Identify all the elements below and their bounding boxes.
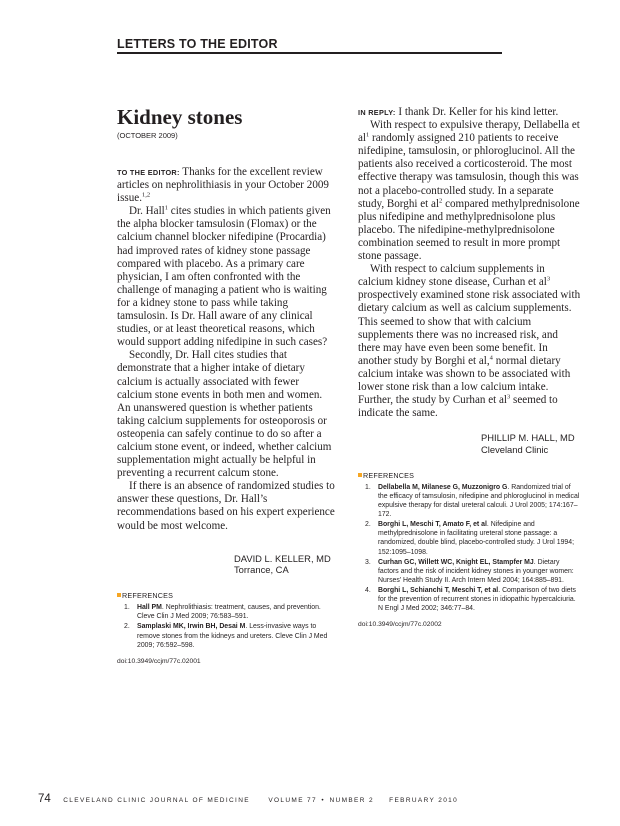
journal-date: FEBRUARY 2010 [389,797,459,804]
letter-references-heading [117,591,336,600]
letter-references-list [117,603,336,649]
letter-lead-label: TO THE EDITOR: [117,168,180,177]
reply-body [358,106,581,420]
reference-text: . Randomized trial of the efficacy of tamsulosin, nifedipine and phloroglucinol in medical expulsive therapy for distal ureteral calculi. J Urol 2005; 174:167–172. [378,483,580,519]
reference-text: . Comparison of two diets for the prevention of recurrent stones in idiopathic hypercalciuria. N Engl J Med 2002; 346:77–84. [378,586,576,613]
letter-paragraph-3: Secondly, Dr. Hall cites studies that demonstrate that a higher intake of dietary calcium is actually associated with fewer calcium stone events in both men and women. An unanswered question is whether patients taking calcium supplements for osteoporosis or osteopenia can safely continue to do so after a calcium stone event, or indeed, whether calcium supplementation might actually be helpful in preventing a recurrent calcum stone. [117,349,332,480]
letter-body [117,166,336,533]
reference-authors: Samplaski MK, Irwin BH, Desai M [137,623,246,631]
reply-p3-c: normal dietary calcium intake was shown to be associated with lower stone risk than a low calcium intake. Further, the study by Curhan et al [358,354,571,407]
reference-number: 2. [365,521,371,529]
footer-spacer [254,797,263,804]
reply-signature-place: Cleveland Clinic [481,444,549,456]
reply-signature [481,432,581,456]
reply-p2-sup1: 1 [366,131,370,139]
page-footer [38,789,458,807]
reply-p3-sup1: 3 [546,275,551,283]
letter-signature-place: Torrance, CA [234,564,289,576]
reference-authors: Borghi L, Schianchi T, Meschi T, et al [378,586,499,594]
reply-p2-a: With respect to expulsive therapy, Dellabella et al [358,119,580,145]
reference-authors: Borghi L, Meschi T, Amato F, et al [378,521,487,529]
letter-paragraph-4: If there is an absence of randomized studies to answer these questions, Dr. Hall’s recommendations based on his expert experience would be most welcome. [117,480,335,532]
footer-spacer [378,797,384,804]
section-title: LETTERS TO THE EDITOR [117,37,278,51]
letter-signature [234,553,336,577]
reference-authors: Hall PM [137,604,162,612]
reply-paragraph-2 [358,119,581,263]
section-header [117,35,502,53]
reply-p3-a: With respect to calcium supplements in calcium kidney stone disease, Curhan et al [358,263,547,289]
reply-column [358,106,581,628]
reference-item [117,603,336,621]
letter-p2-sup: 1 [164,204,168,212]
reply-signature-name: PHILLIP M. HALL, MD [481,432,575,444]
section-rule [117,52,502,54]
reply-p3-d: seemed to indicate the same. [358,394,558,420]
reference-authors: Curhan GC, Willett WC, Knight EL, Stampfer MJ [378,558,534,566]
reply-p2-sup2: 2 [439,196,443,204]
reference-authors: Dellabella M, Milanese G, Muzzonigro G [378,483,508,491]
reference-number: 1. [365,483,371,491]
reply-p3-b: prospectively examined stone risk associated with dietary calcium as well as calcium supplements. This seemed to show that with calcium supplements there was no increased risk, and there may have even been some benefit. In another study by Borghi et al, [358,289,581,367]
reply-p3-sup3: 3 [507,393,511,401]
letter-doi: doi:10.3949/ccjm/77c.02001 [117,657,201,665]
reply-lead-label: IN REPLY: [358,108,396,117]
reference-item [117,622,336,649]
reference-item [358,520,581,556]
references-square-icon [117,593,121,597]
letter-p2-b: cites studies in which patients given the alpha blocker tamsulosin (Flomax) or the calcium channel blocker nifedipine (Procardia) had improved rates of kidney stone passage compared with placebo. As a primary care physician, I am often confronted with the challenge of managing a patient who is waiting for a kidney stone to pass while taking tamsulosin. Is Dr. Hall aware of any clinical studies, or at least theoretical reasons, which would support adding nifedipine in such cases? [117,205,331,349]
reference-item [358,483,581,519]
letter-signature-name: DAVID L. KELLER, MD [234,552,331,564]
letter-paragraph-2 [117,205,336,349]
reference-number: 4. [365,586,371,594]
reference-text: . Dietary factors and the risk of incident kidney stones in younger women: Nurses’ Health Study II. Arch Intern Med 2004; 164:885–891. [378,558,574,584]
reference-number: 2. [124,623,130,631]
journal-name: CLEVELAND CLINIC JOURNAL OF MEDICINE [63,797,250,804]
reply-references-list [358,483,581,613]
footer-bullet: • [321,797,326,804]
reference-text: . Nephrolithiasis: treatment, causes, and prevention. Cleve Clin J Med 2009; 76:583–591. [137,604,321,621]
reply-p2-b: randomly assigned 210 patients to receive nifedipine, tamsulosin, or phloroglucinol. All the patients also received a corticosteroid. The most effective therapy was tamsulosin, though this was not a placebo-controlled study. In a separate study, Borghi et al [358,132,579,210]
letter-paragraph-1 [117,166,336,205]
reply-references-heading [358,471,581,480]
reply-paragraph-1 [358,106,581,119]
journal-volume: VOLUME 77 [268,797,317,804]
journal-issue-number: NUMBER 2 [329,797,374,804]
letter-p1-text: Thanks for the excellent review articles on nephrolithiasis in your October 2009 issue. [117,166,329,205]
reference-item [358,558,581,585]
letter-references-label: REFERENCES [122,591,174,601]
reference-number: 3. [365,558,371,566]
reply-p3-sup2: 4 [489,354,493,362]
reference-text: . Nifedipine and methylprednisolone in facilitating ureteral stone passage: a randomized, double blind, placebo-controlled study. J Urol 1994; 152:1095–1098. [378,521,574,556]
letter-column [117,106,336,665]
reply-doi: doi:10.3949/ccjm/77c.02002 [358,621,442,629]
article-title: Kidney stones [117,105,243,129]
letter-p1-sup: 1,2 [141,191,151,199]
reply-paragraph-3 [358,263,581,420]
letter-p2-a: Dr. Hall [129,205,165,218]
page-number: 74 [38,793,51,805]
reply-p1-text: I thank Dr. Keller for his kind letter. [395,106,559,118]
reference-text: . Less-invasive ways to remove stones from the kidneys and ureters. Cleve Clin J Med 2009; 76:592–598. [137,623,328,649]
reply-p2-c: compared methylprednisolone plus nifedipine and methylprednisolone plus placebo. The nifedipine-methylprednisolone combination seemed to result in more prompt stone passage. [358,197,580,263]
article-issue: (OCTOBER 2009) [117,131,178,140]
reference-item [358,586,581,613]
reply-references-label: REFERENCES [363,470,415,480]
reference-number: 1. [124,604,130,612]
references-square-icon [358,473,362,477]
